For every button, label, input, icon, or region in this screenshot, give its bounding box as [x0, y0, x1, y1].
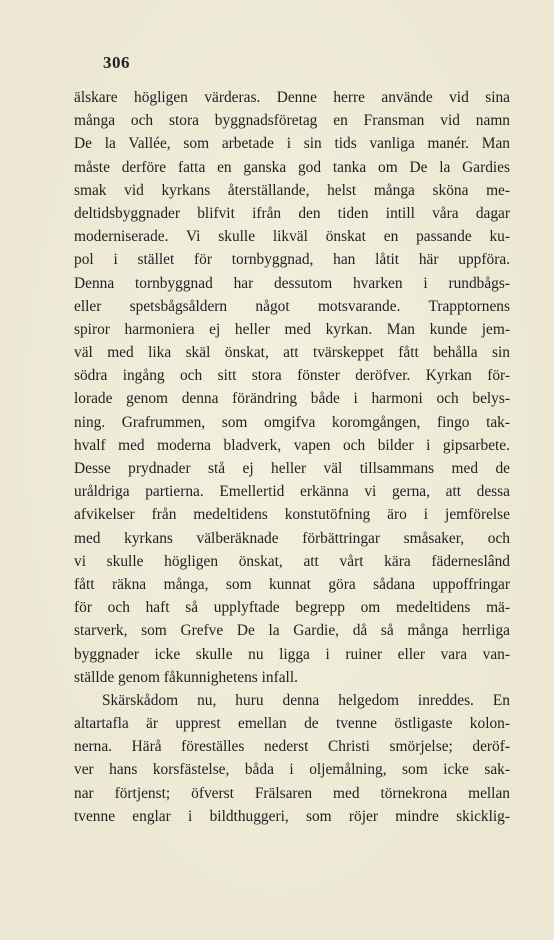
text-line: smak vid kyrkans återställande, helst många sköna me-: [74, 181, 510, 199]
text-line: måste derföre fatta en ganska god tanka om De la Gardies: [74, 158, 510, 176]
text-line: nerna. Härå föreställes nederst Christi smörjelse; deröf-: [74, 738, 510, 756]
text-line: eller spetsbågsåldern något motsvarande. Trapptornens: [74, 297, 510, 315]
text-line: pol i stället för tornbyggnad, han låtit här uppföra.: [74, 251, 510, 269]
text-line: väl med lika skäl önskat, att tvärskeppet fått behålla sin: [74, 344, 510, 362]
text-line: Desse prydnader stå ej heller väl tillsammans med de: [74, 460, 510, 477]
text-line: fått räkna många, som kunnat göra sådana uppoffringar: [74, 575, 510, 593]
page-number: 306: [103, 53, 130, 72]
text-line: många och stora byggnadsföretag en Fransman vid namn: [74, 112, 510, 130]
text-line: för och haft så upplyftade begrepp om medeltidens mä-: [74, 599, 510, 617]
text-line: afvikelser från medeltidens konstutöfning äro i jemförelse: [74, 506, 510, 524]
body-text: [74, 86, 510, 828]
text-line: hvalf med moderna bladverk, vapen och bilder i gipsarbete.: [74, 436, 510, 454]
text-line: vi skulle högligen önskat, att vårt kära fäderneslând: [74, 552, 510, 570]
text-line: uråldriga partierna. Emellertid erkänna vi gerna, att dessa: [74, 483, 510, 501]
text-line: Skärskådom nu, huru denna helgedom inreddes. En: [102, 691, 510, 709]
text-line: tvenne englar i bildthuggeri, som röjer mindre skicklig-: [74, 807, 510, 825]
text-line: södra ingång och sitt stora fönster deröfver. Kyrkan för-: [74, 367, 510, 385]
text-line: lorade genom denna förändring både i harmoni och belys-: [74, 390, 510, 408]
text-line: starverk, som Grefve De la Gardie, då så många herrliga: [74, 622, 510, 640]
text-line: älskare högligen värderas. Denne herre använde vid sina: [74, 89, 510, 106]
text-line: ver hans korsfästelse, båda i oljemålning, som icke sak-: [74, 761, 510, 779]
text-line: Denna tornbyggnad har dessutom hvarken i rundbågs-: [74, 274, 510, 292]
text-line: ning. Grafrummen, som omgifva koromgången, fingo tak-: [74, 413, 510, 431]
text-line: nar förtjenst; öfverst Frälsaren med törnekrona mellan: [74, 784, 510, 802]
text-line: byggnader icke skulle nu ligga i ruiner eller vara van-: [74, 645, 510, 663]
text-line: altartafla är upprest emellan de tvenne östligaste kolon-: [74, 715, 510, 733]
text-line: deltidsbyggnader blifvit ifrån den tiden intill våra dagar: [74, 204, 510, 222]
text-line: spiror harmoniera ej heller med kyrkan. Man kunde jem-: [74, 320, 510, 338]
text-line: moderniserade. Vi skulle likväl önskat en passande ku-: [74, 228, 510, 246]
text-line: ställde genom fåkunnighetens infall.: [74, 668, 298, 686]
text-line: De la Vallée, som arbetade i sin tids vanliga manér. Man: [74, 135, 510, 153]
text-line: med kyrkans välberäknade förbättringar småsaker, och: [74, 529, 510, 547]
